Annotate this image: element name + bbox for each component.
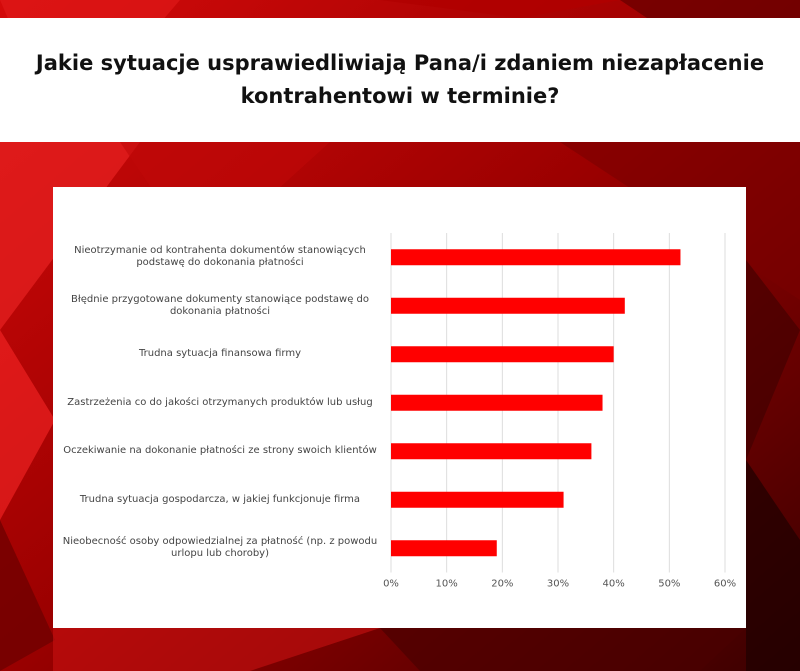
category-label: Trudna sytuacja gospodarcza, w jakiej funkcjonuje firma bbox=[79, 493, 361, 505]
bar bbox=[391, 540, 497, 556]
bar bbox=[391, 492, 564, 508]
category-label: Zastrzeżenia co do jakości otrzymanych produktów lub usług bbox=[67, 396, 373, 408]
x-tick-label: 30% bbox=[546, 578, 570, 590]
x-tick-label: 50% bbox=[658, 578, 681, 590]
bar bbox=[391, 443, 591, 459]
category-label: Trudna sytuacja finansowa firmy bbox=[139, 348, 301, 360]
bar bbox=[391, 395, 603, 411]
bar bbox=[391, 298, 625, 314]
category-label: Nieotrzymanie od kontrahenta dokumentów stanowiących podstawę do dokonania płatności bbox=[74, 245, 366, 269]
category-label: Oczekiwanie na dokonanie płatności ze strony swoich klientów bbox=[63, 445, 377, 457]
x-tick-label: 0% bbox=[383, 578, 399, 590]
page-title: Jakie sytuacje usprawiedliwiają Pana/i zdaniem niezapłacenie kontrahentowi w terminie? bbox=[35, 51, 765, 108]
x-tick-label: 10% bbox=[435, 578, 458, 590]
category-label: Nieobecność osoby odpowiedzialnej za płatność (np. z powodu urlopu lub choroby) bbox=[62, 536, 378, 560]
bar bbox=[391, 346, 614, 362]
x-tick-label: 20% bbox=[491, 578, 514, 590]
x-tick-label: 40% bbox=[602, 578, 625, 590]
chart-panel bbox=[53, 187, 746, 628]
category-label: Błędnie przygotowane dokumenty stanowiące podstawę do dokonania płatności bbox=[71, 293, 369, 317]
title-panel bbox=[0, 18, 800, 142]
bar bbox=[391, 249, 680, 265]
x-tick-label: 60% bbox=[713, 578, 737, 590]
